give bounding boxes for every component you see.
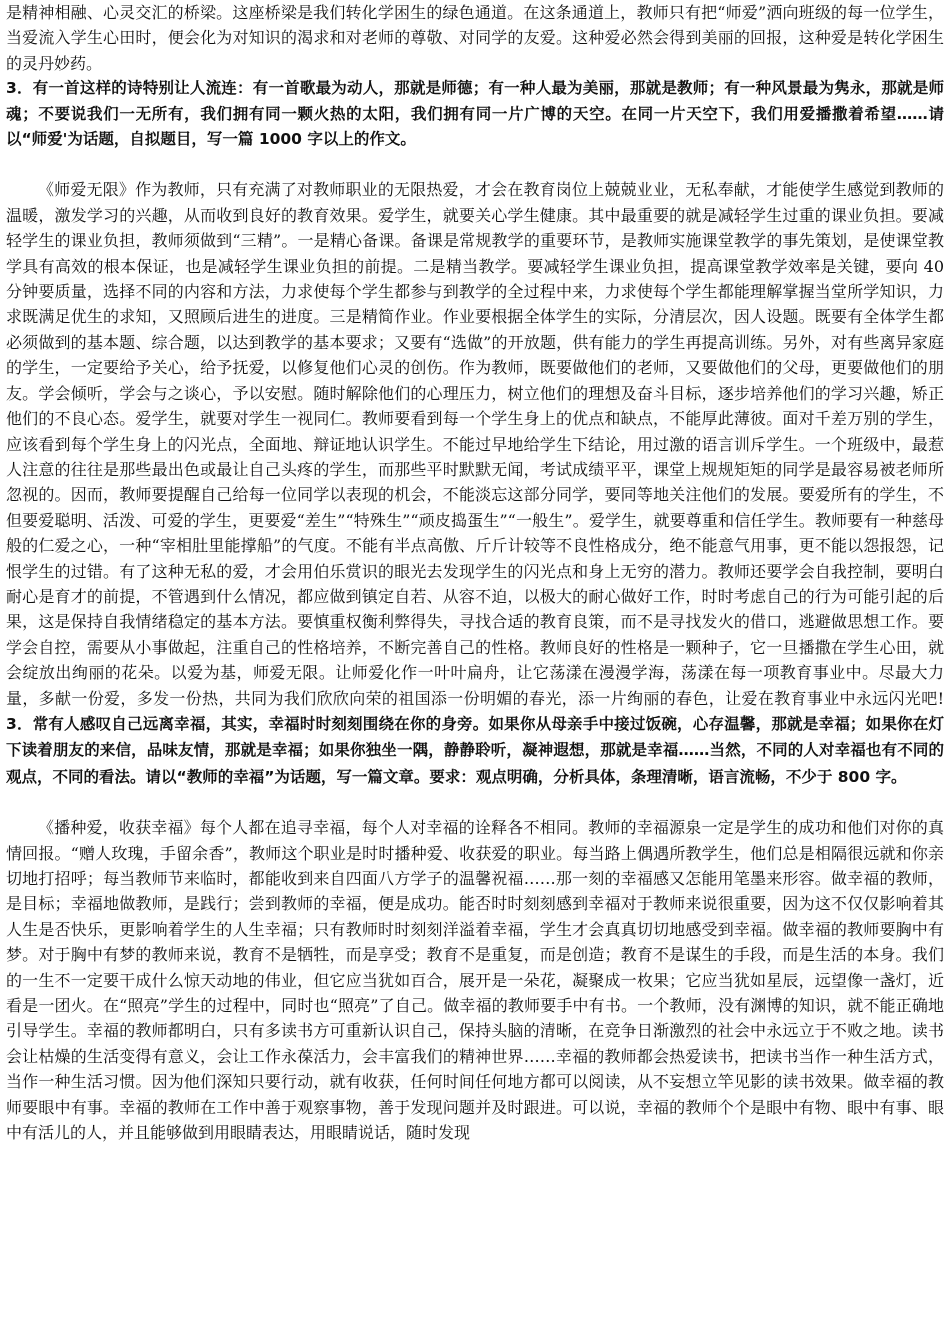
writing-prompt-teacher-happiness: 3．常有人感叹自己远离幸福，其实，幸福时时刻刻围绕在你的身旁。如果你从母亲手中接过饭碗，心存温馨，那就是幸福；如果你在灯下读着朋友的来信，品味友情，那就是幸福；如果你独坐一隅，静静聆听，凝神遐想，那就是幸福……当然，不同的人对幸福也有不同的观点，不同的看法。请以“教师的幸福”为话题，写一篇文章。要求：观点明确，分析具体，条理清晰，语言流畅，不少于 800 字。 (6, 714, 944, 786)
essay-teacher-love (6, 177, 944, 790)
document-page (6, 0, 944, 1344)
paragraph-spacer (6, 790, 944, 815)
essay-teacher-love-text: 《师爱无限》作为教师，只有充满了对教师职业的无限热爱，才会在教育岗位上兢兢业业，无私奉献，才能使学生感觉到教师的温暖，激发学习的兴趣，从而收到良好的教育效果。爱学生，就要关心学生健康。其中最重要的就是减轻学生过重的课业负担。要减轻学生的课业负担，教师须做到“三精”。一是精心备课。备课是常规教学的重要环节，是教师实施课堂教学的事先策划，是使课堂教学具有高效的根本保证，也是减轻学生课业负担的前提。二是精当教学。要减轻学生课业负担，提高课堂教学效率是关键，要向 40 分钟要质量，选择不同的内容和方法，力求使每个学生都参与到教学的全过程中来，力求使每个学生都能理解掌握当堂所学知识，力求既满足优生的求知，又照顾后进生的进度。三是精简作业。作业要根据全体学生的实际，分清层次，因人设题。既要有全体学生都必须做到的基本题、综合题，以达到教学的基本要求；又要有“选做”的开放题，供有能力的学生再提高训练。另外，对有些离异家庭的学生，一定要给予关心，给予抚爱，以修复他们心灵的创伤。作为教师，既要做他们的老师，又要做他们的父母，更要做他们的朋友。学会倾听，学会与之谈心，予以安慰。随时解除他们的心理压力，树立他们的理想及奋斗目标，逐步培养他们的学习兴趣，矫正他们的不良心态。爱学生，就要对学生一视同仁。教师要看到每一个学生身上的优点和缺点，不能厚此薄彼。面对千差万别的学生，应该看到每个学生身上的闪光点，全面地、辩证地认识学生。不能过早地给学生下结论，用过激的语言训斥学生。一个班级中，最惹人注意的往往是那些最出色或最让自己头疼的学生，而那些平时默默无闻，考试成绩平平，课堂上规规矩矩的同学是最容易被老师所忽视的。因而，教师要提醒自己给每一位同学以表现的机会，不能淡忘这部分同学，要同等地关注他们的发展。要爱所有的学生，不但要爱聪明、活泼、可爱的学生，更要爱“差生”“特殊生”“顽皮捣蛋生”“一般生”。爱学生，就要尊重和信任学生。教师要有一种慈母般的仁爱之心，一种“宰相肚里能撑船”的气度。不能有半点高傲、斤斤计较等不良性格成分，绝不能意气用事，更不能以怨报怨，记恨学生的过错。有了这种无私的爱，才会用伯乐赏识的眼光去发现学生的闪光点和身上无穷的潜力。教师还要学会自我控制，要明白耐心是育才的前提，不管遇到什么情况，都应做到镇定自若、从容不迫，以极大的耐心做好工作，时时考虑自己的行为可能引起的后果，这是保持自我情绪稳定的基本方法。要慎重权衡利弊得失，寻找合适的教育良策，而不是寻找发火的借口，逃避做思想工作。要学会自控，需要从小事做起，注重自己的性格培养，不断完善自己的性格。教师良好的性格是一颗种子，它一旦播撒在学生心田，就会绽放出绚丽的花朵。以爱为基，师爱无限。让师爱化作一叶叶扁舟，让它荡漾在漫漫学海，荡漾在每一项教育事业中。尽最大力量，多献一份爱，多发一份热，共同为我们欣欣向荣的祖国添一份明媚的春光，添一片绚丽的春色，让爱在教育事业中永远闪光吧! (6, 180, 944, 708)
paragraph-spacer (6, 152, 944, 177)
essay-teacher-happiness: 《播种爱，收获幸福》每个人都在追寻幸福，每个人对幸福的诠释各不相同。教师的幸福源泉一定是学生的成功和他们对你的真情回报。“赠人玫瑰，手留余香”，教师这个职业是时时播种爱、收获爱的职业。每当路上偶遇所教学生，他们总是相隔很远就和你亲切地打招呼；每当教师节来临时，都能收到来自四面八方学子的温馨祝福……那一刻的幸福感又怎能用笔墨来形容。做幸福的教师，是目标；幸福地做教师，是践行；尝到教师的幸福，便是成功。能否时时刻刻感到幸福对于教师来说很重要，因为这不仅仅影响着其人生是否快乐，更影响着学生的人生幸福；只有教师时时刻刻洋溢着幸福，学生才会真真切切地感受到幸福。做幸福的教师要胸中有梦。对于胸中有梦的教师来说，教育不是牺牲，而是享受；教育不是重复，而是创造；教育不是谋生的手段，而是生活的本身。我们的一生不一定要干成什么惊天动地的伟业，但它应当犹如百合，展开是一朵花，凝聚成一枚果；它应当犹如星辰，远望像一盏灯，近看是一团火。在“照亮”学生的过程中，同时也“照亮”了自己。做幸福的教师要手中有书。一个教师，没有渊博的知识，就不能正确地引导学生。幸福的教师都明白，只有多读书方可重新认识自己，保持头脑的清晰，在竞争日渐激烈的社会中永远立于不败之地。读书会让枯燥的生活变得有意义，会让工作永葆活力，会丰富我们的精神世界……幸福的教师都会热爱读书，把读书当作一种生活方式，当作一种生活习惯。因为他们深知只要行动，就有收获，任何时间任何地方都可以阅读，从不妄想立竿见影的读书效果。做幸福的教师要眼中有事。幸福的教师在工作中善于观察事物，善于发现问题并及时跟进。可以说，幸福的教师个个是眼中有物、眼中有事、眼中有活儿的人，并且能够做到用眼睛表达，用眼睛说话，随时发现 (6, 818, 944, 1143)
writing-prompt-teacher-love: 3．有一首这样的诗特别让人流连：有一首歌最为动人，那就是师德；有一种人最为美丽，那就是教师；有一种风景最为隽永，那就是师魂；不要说我们一无所有，我们拥有同一颗火热的太阳，我们拥有同一片广博的天空。在同一片天空下，我们用爱播撒着希望……请以“师爱'为话题，自拟题目，写一篇 1000 字以上的作文。 (6, 79, 944, 149)
intro-paragraph: 是精神相融、心灵交汇的桥梁。这座桥梁是我们转化学困生的绿色通道。在这条通道上，教师只有把“师爱”洒向班级的每一位学生，当爱流入学生心田时，便会化为对知识的渴求和对老师的尊敬、对同学的友爱。这种爱必然会得到美丽的回报，这种爱是转化学困生的灵丹妙药。 (6, 3, 944, 73)
